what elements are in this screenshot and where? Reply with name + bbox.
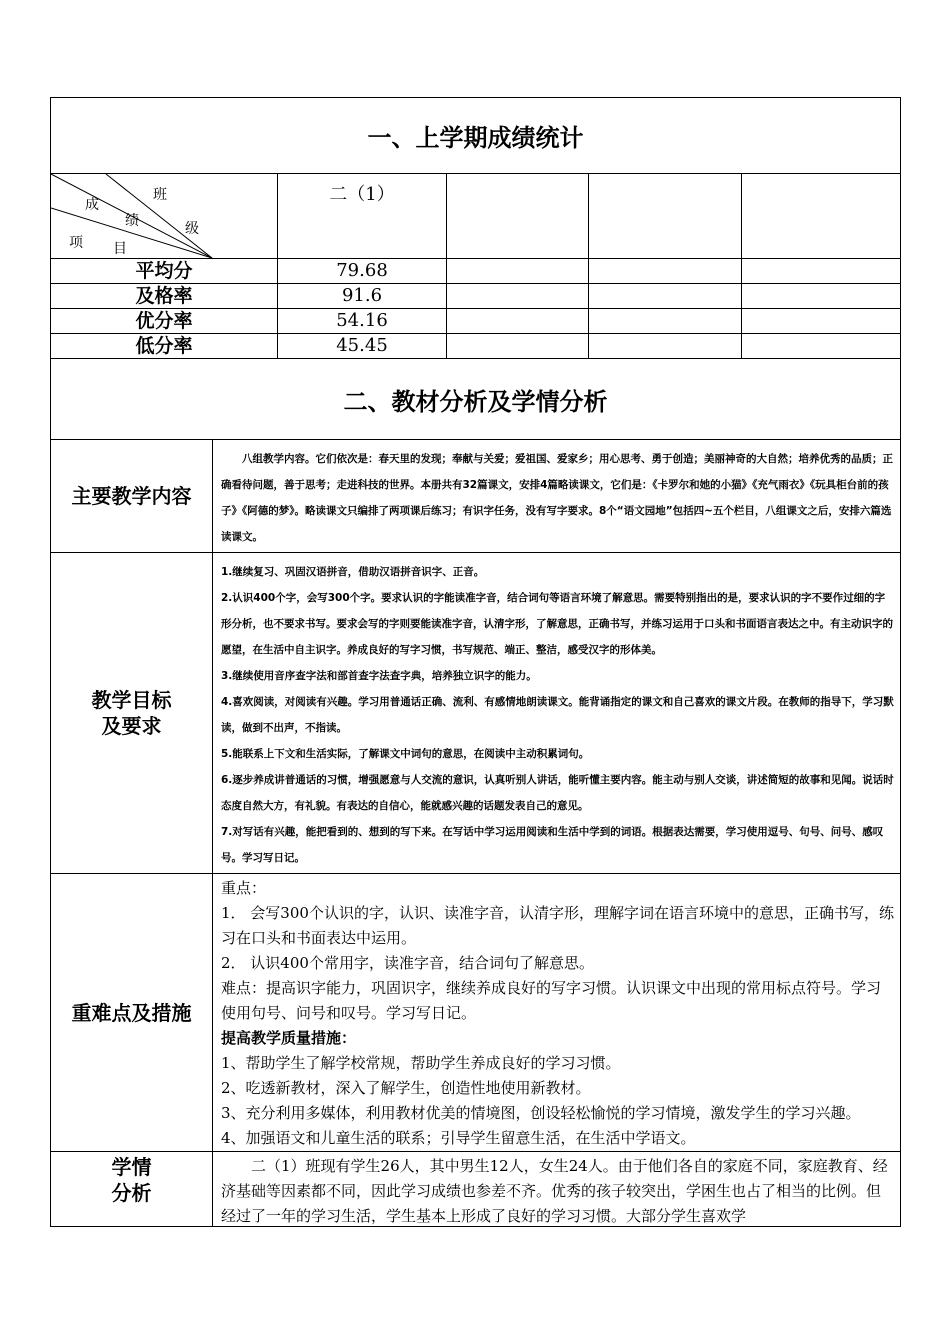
analysis-label-line2: 分析: [111, 1181, 152, 1205]
diagonal-header-cell: [51, 174, 278, 259]
goal-item: 4.喜欢阅读，对阅读有兴趣。学习用普通话正确、流利、有感情地朗读课文。能背诵指定的课文和自己喜欢的课文片段。在教师的指导下，学习默读，做到不出声，不指读。: [221, 696, 894, 734]
difficulty-text: 难点：提高识字能力，巩固识字，继续养成良好的写字习惯。认识课文中出现的常用标点符号。学习使用句号、问号和叹号。学习写日记。: [221, 979, 882, 1022]
row-label-excellent-rate: 优分率: [51, 309, 278, 334]
analysis-text: 二（1）班现有学生26人，其中男生12人，女生24人。由于他们各自的家庭不同，家庭教育、经济基础等因素都不同，因此学习成绩也参差不齐。优秀的孩子较突出，学困生也占了相当的比例。但经过了一年的学习生活，学生基本上形成了良好的学习习惯。大部分学生喜欢学: [221, 1157, 888, 1225]
row-value: [589, 309, 742, 334]
measures-heading: 提高教学质量措施：: [221, 1029, 357, 1047]
diag-label-mu: 目: [113, 241, 127, 257]
goal-item: 7.对写话有兴趣，能把看到的、想到的写下来。在写话中学习运用阅读和生活中学到的词语。根据表达需要，学习使用逗号、句号、问号、感叹号。学习写日记。: [221, 826, 884, 864]
table-row: [51, 259, 901, 284]
goal-item: 3.继续使用音序查字法和部首查字法查字典，培养独立识字的能力。: [221, 670, 537, 682]
diag-label-ban: 班: [153, 187, 167, 203]
table-row: [51, 334, 901, 359]
class-header-1: 二（1）: [278, 174, 447, 259]
measure-item: 2、吃透新教材，深入了解学生，创造性地使用新教材。: [221, 1079, 591, 1097]
row-value: 54.16: [278, 309, 447, 334]
analysis-label: [51, 1152, 213, 1227]
row-value: [447, 259, 589, 284]
row-value: [447, 284, 589, 309]
class-header-3: [589, 174, 742, 259]
goals-label-text: 教学目标及要求: [91, 688, 172, 738]
row-value: [742, 334, 901, 359]
row-value: [447, 309, 589, 334]
section2-title: 二、教材分析及学情分析: [51, 359, 901, 440]
measure-item: 4、加强语文和儿童生活的联系；引导学生留意生活，在生活中学语文。: [221, 1129, 696, 1147]
row-label-pass-rate: 及格率: [51, 284, 278, 309]
analysis-label-line1: 学情: [111, 1155, 152, 1179]
goal-item: 6.逐步养成讲普通话的习惯，增强愿意与人交流的意识，认真听别人讲话，能听懂主要内容。能主动与别人交谈，讲述简短的故事和见闻。说话时态度自然大方，有礼貌。有表达的自信心，能就感兴趣的话题发表自己的意见。: [221, 774, 894, 812]
goals-cell: [213, 553, 901, 874]
section1-title: 一、上学期成绩统计: [51, 98, 901, 174]
row-value: [742, 284, 901, 309]
row-label-low-rate: 低分率: [51, 334, 278, 359]
row-value: [447, 334, 589, 359]
document-page: [50, 97, 900, 1227]
diag-label-ji: 绩: [125, 213, 139, 229]
goal-item: 1.继续复习、巩固汉语拼音，借助汉语拼音识字、正音。: [221, 566, 485, 578]
class-header-2: [447, 174, 589, 259]
goal-item: 2.认识400个字，会写300个字。要求认识的字能读准字音，结合词句等语言环境了解意思。需要特别指出的是，要求认识的字不要作过细的字形分析，也不要求书写。要求会写的字则要能读准字音，认清字形，了解意思，正确书写，并练习运用于口头和书面语言表达之中。有主动识字的愿望，在生活中自主识字。养成良好的写字习惯，书写规范、端正、整洁，感受汉字的形体美。: [221, 592, 893, 656]
measure-item: 3、充分利用多媒体，利用教材优美的情境图，创设轻松愉悦的学习情境，激发学生的学习兴趣。: [221, 1104, 861, 1122]
keypoints-cell: [213, 874, 901, 1152]
table-row: [51, 284, 901, 309]
diag-label-xiang: 项: [69, 235, 83, 251]
goal-item: 5.能联系上下文和生活实际，了解课文中词句的意思，在阅读中主动积累词句。: [221, 748, 590, 760]
content-text: 八组教学内容。它们依次是：春天里的发现；奉献与关爱；爱祖国、爱家乡；用心思考、勇于创造；美丽神奇的大自然；培养优秀的品质；正确看待问题，善于思考；走进科技的世界。本册共有32篇课文，安排4篇略读课文，它们是：《卡罗尔和她的小猫》《充气雨衣》《玩具柜台前的孩子》《阿德的梦》。略读课文只编排了两项课后练习；有识字任务，没有写字要求。8个“语文园地”包括四~五个栏目，八组课文之后，安排六篇选读课文。: [221, 453, 893, 543]
diag-label-ji2: 级: [185, 221, 199, 237]
row-value: 91.6: [278, 284, 447, 309]
row-label-average: 平均分: [51, 259, 278, 284]
diag-label-cheng: 成: [85, 197, 99, 213]
keypoints-heading: 重点：: [221, 879, 267, 897]
keypoint-item: 1． 会写300个认识的字，认识、读准字音，认清字形，理解字词在语言环境中的意思，正确书写，练习在口头和书面表达中运用。: [221, 904, 894, 947]
content-label: 主要教学内容: [51, 440, 213, 553]
row-value: [589, 334, 742, 359]
goals-label: [51, 553, 213, 874]
row-value: [742, 259, 901, 284]
table-row: [51, 309, 901, 334]
analysis-cell: [213, 1152, 901, 1227]
measure-item: 1、帮助学生了解学校常规，帮助学生养成良好的学习习惯。: [221, 1054, 621, 1072]
row-value: 79.68: [278, 259, 447, 284]
row-value: [589, 284, 742, 309]
row-value: 45.45: [278, 334, 447, 359]
content-text-cell: [213, 440, 901, 553]
keypoints-label: 重难点及措施: [51, 874, 213, 1152]
row-value: [742, 309, 901, 334]
class-header-4: [742, 174, 901, 259]
score-table: [50, 97, 901, 1227]
keypoint-item: 2． 认识400个常用字，读准字音，结合词句了解意思。: [221, 954, 594, 972]
row-value: [589, 259, 742, 284]
